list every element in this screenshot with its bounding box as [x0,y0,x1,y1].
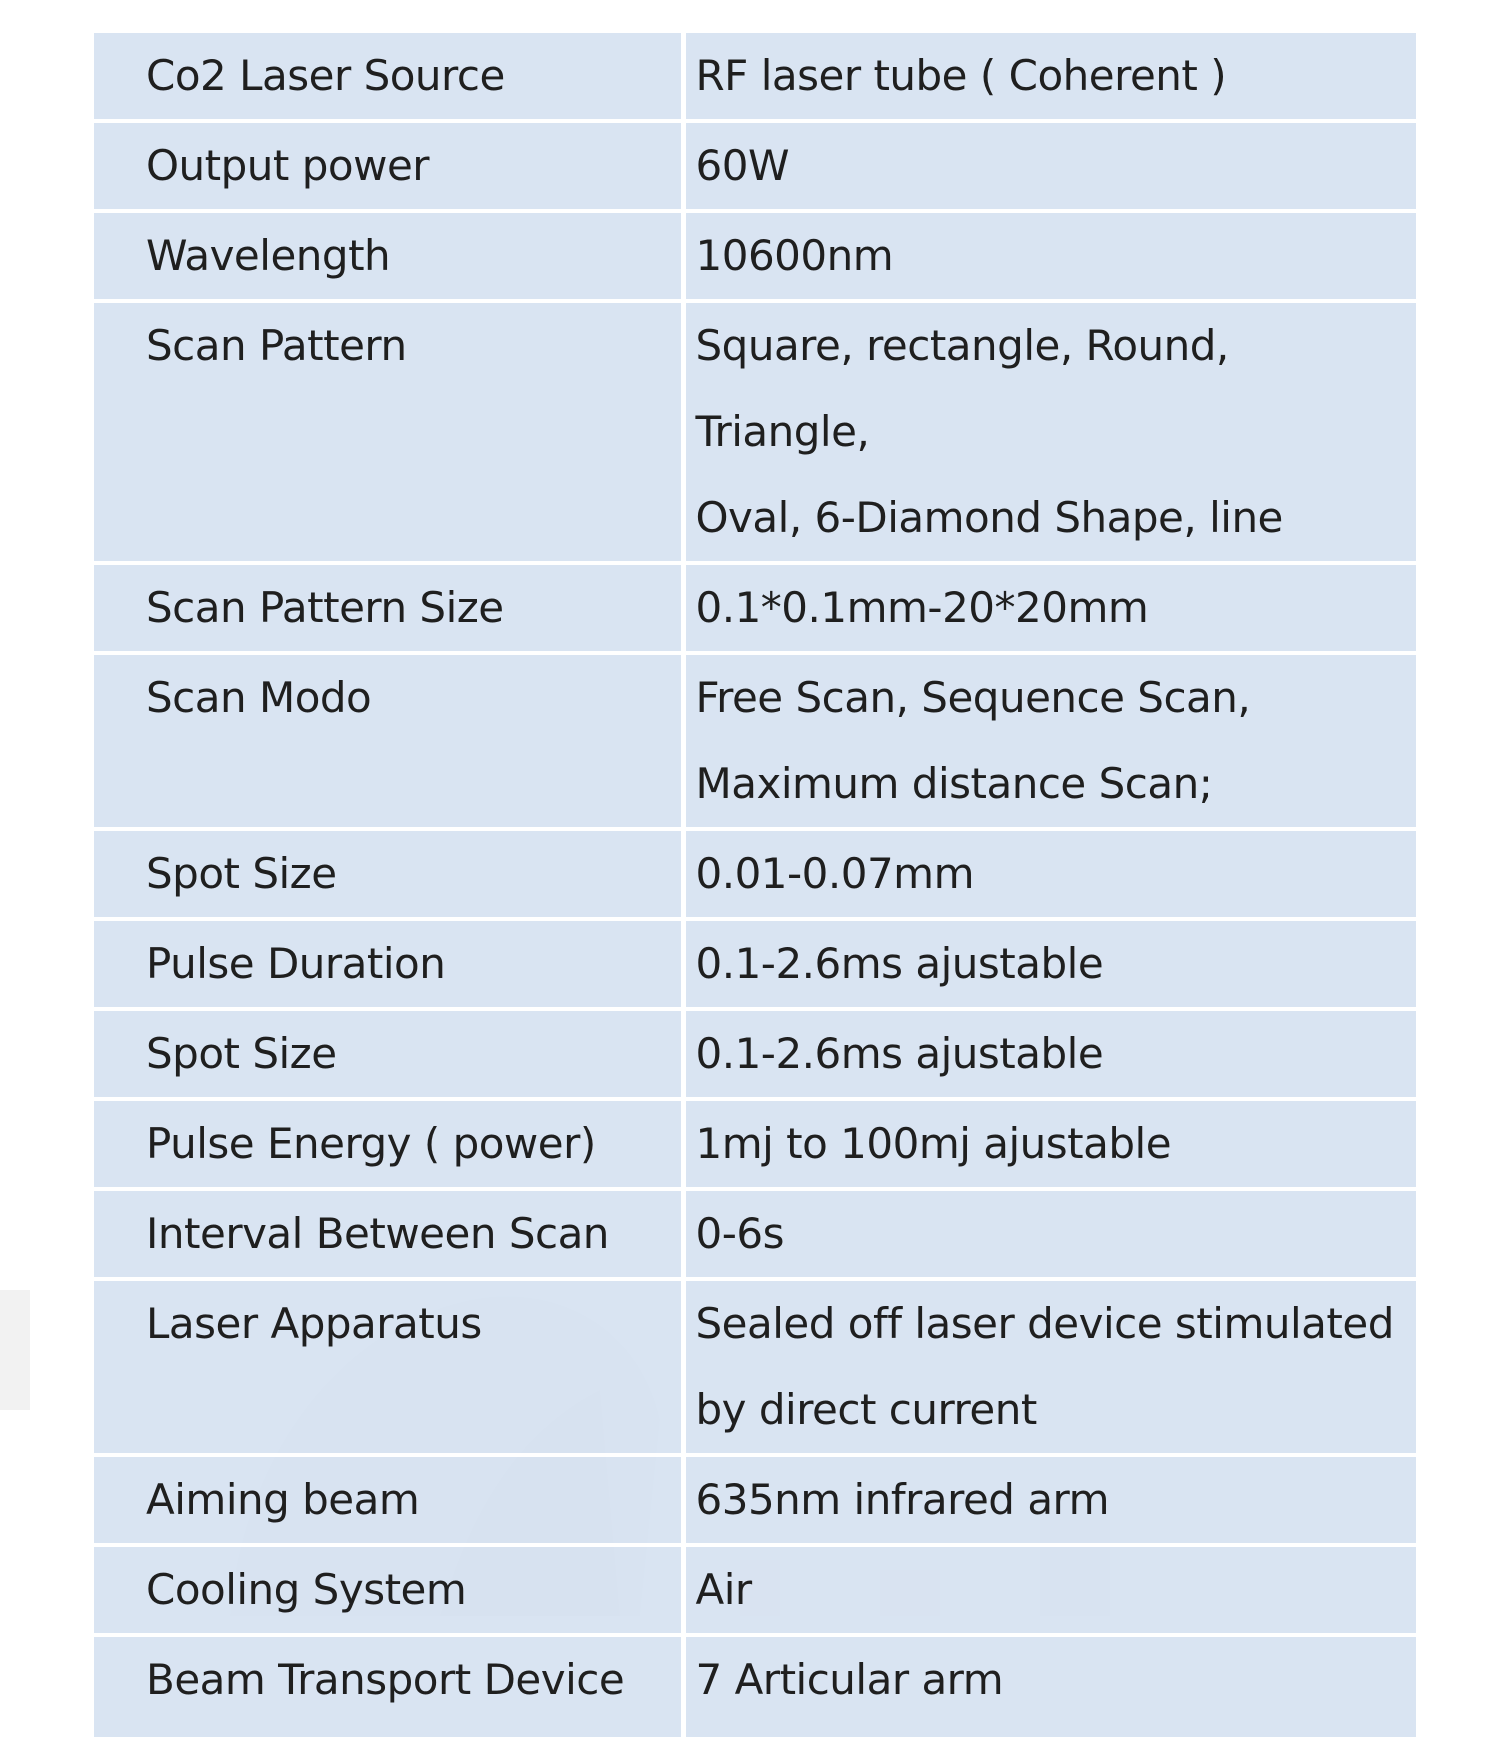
table-row [94,1009,1416,1099]
spec-value [683,1189,1416,1279]
spec-value [683,919,1416,1009]
spec-value [683,33,1416,121]
table-row [94,1279,1416,1455]
spec-label: Pulse Duration [94,919,683,1009]
spec-value [683,653,1416,829]
spec-label: Spot Size [94,1009,683,1099]
spec-value-line: Free Scan, Sequence Scan, [695,673,1251,722]
table-row [94,1099,1416,1189]
laser-specifications-table [94,33,1416,1737]
spec-value-line: 0.1-2.6ms ajustable [695,1029,1104,1078]
spec-value [683,1455,1416,1545]
spec-value-line: Square, rectangle, Round, Triangle, [695,321,1229,456]
table-row [94,1545,1416,1635]
spec-label: Beam Transport Device [94,1635,683,1737]
spec-label: Laser Apparatus [94,1279,683,1455]
spec-value [683,211,1416,301]
spec-value-line: 7 Articular arm [695,1655,1004,1704]
spec-label: Scan Pattern Size [94,563,683,653]
spec-value-line: Air [695,1565,752,1614]
table-row [94,563,1416,653]
spec-value [683,1545,1416,1635]
spec-value [683,563,1416,653]
table-row [94,653,1416,829]
spec-label: Pulse Energy ( power) [94,1099,683,1189]
table-row [94,919,1416,1009]
spec-value [683,1279,1416,1455]
spec-value-line: RF laser tube ( Coherent ) [695,51,1227,100]
table-row [94,1189,1416,1279]
spec-table-body [94,33,1416,1737]
spec-value [683,1009,1416,1099]
spec-label: Scan Pattern [94,301,683,563]
table-row [94,1635,1416,1737]
spec-label: Cooling System [94,1545,683,1635]
spec-value-line: 0-6s [695,1209,784,1258]
spec-value-line: 0.01-0.07mm [695,849,975,898]
table-row [94,121,1416,211]
spec-label: Co2 Laser Source [94,33,683,121]
spec-value-line: 60W [695,141,789,190]
spec-label: Output power [94,121,683,211]
spec-label: Aiming beam [94,1455,683,1545]
table-row [94,829,1416,919]
spec-value-line: 10600nm [695,231,894,280]
spec-value-line: Maximum distance Scan; [695,759,1213,808]
spec-value [683,1635,1416,1737]
table-row [94,1455,1416,1545]
spec-value [683,1099,1416,1189]
spec-value-line: by direct current [695,1385,1037,1434]
table-row [94,301,1416,563]
spec-value [683,301,1416,563]
table-row [94,211,1416,301]
spec-label: Scan Modo [94,653,683,829]
spec-label: Interval Between Scan [94,1189,683,1279]
spec-label: Spot Size [94,829,683,919]
spec-value-line: 0.1-2.6ms ajustable [695,939,1104,988]
spec-value-line: Sealed off laser device stimulated [695,1299,1394,1348]
spec-value-line: Oval, 6-Diamond Shape, line [695,493,1283,542]
spec-value-line: 1mj to 100mj ajustable [695,1119,1172,1168]
spec-value [683,121,1416,211]
spec-value [683,829,1416,919]
spec-label: Wavelength [94,211,683,301]
spec-value-line: 0.1*0.1mm-20*20mm [695,583,1149,632]
spec-value-line: 635nm infrared arm [695,1475,1110,1524]
table-row [94,33,1416,121]
